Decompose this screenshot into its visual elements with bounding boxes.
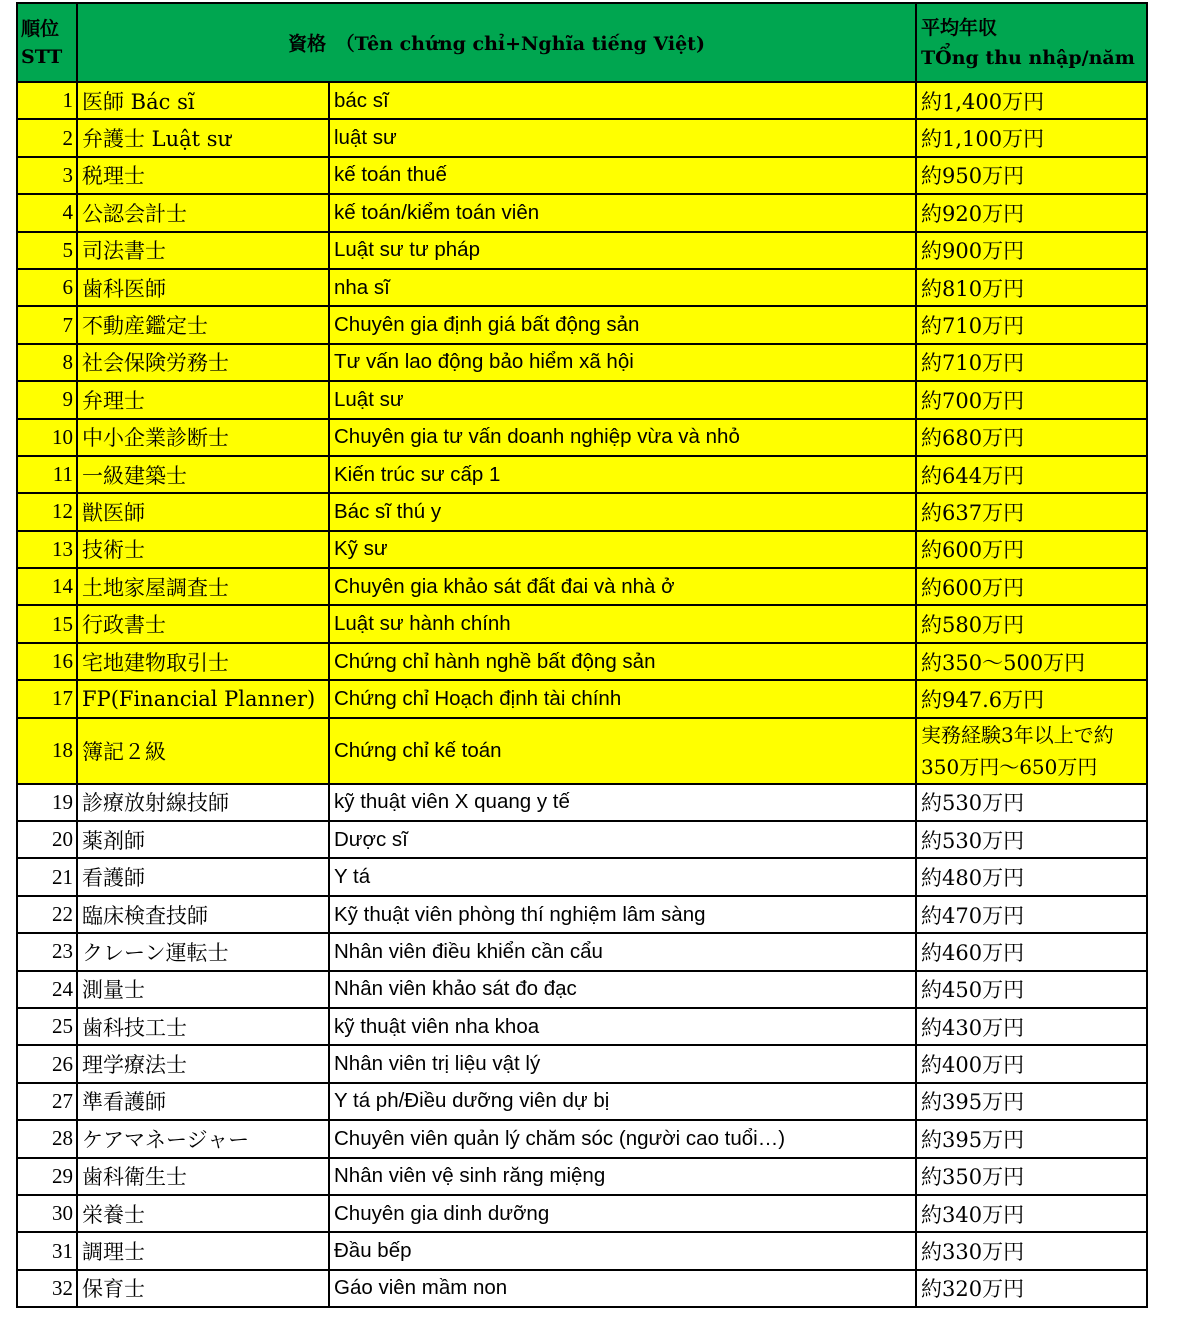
qualification-column-header: 資格 （Tên chứng chỉ+Nghĩa tiếng Việt) — [77, 3, 916, 82]
rank-header-vi: STT — [21, 45, 63, 68]
japanese-name-cell: クレーン運転士 — [77, 933, 329, 970]
japanese-name-cell: 税理士 — [77, 157, 329, 194]
japanese-name-cell: 理学療法士 — [77, 1045, 329, 1082]
income-cell: 約400万円 — [916, 1045, 1147, 1082]
table-row — [17, 194, 1147, 231]
income-cell: 約460万円 — [916, 933, 1147, 970]
table-row — [17, 896, 1147, 933]
japanese-name-cell: 土地家屋調査士 — [77, 568, 329, 605]
japanese-name-cell: 歯科技工士 — [77, 1008, 329, 1045]
rank-cell: 10 — [17, 419, 77, 456]
vietnamese-name-cell: Kỹ thuật viên phòng thí nghiệm lâm sàng — [329, 896, 916, 933]
table-row — [17, 784, 1147, 821]
rank-cell: 16 — [17, 643, 77, 680]
japanese-name-cell: 診療放射線技師 — [77, 784, 329, 821]
japanese-name-cell: 医師 Bác sĩ — [77, 82, 329, 119]
vietnamese-name-cell: Kỹ sư — [329, 531, 916, 568]
table-row — [17, 419, 1147, 456]
vietnamese-name-cell: kỹ thuật viên nha khoa — [329, 1008, 916, 1045]
rank-cell: 22 — [17, 896, 77, 933]
rank-cell: 8 — [17, 344, 77, 381]
vietnamese-name-cell: Y tá ph/Điều dưỡng viên dự bị — [329, 1083, 916, 1120]
vietnamese-name-cell: Nhân viên khảo sát đo đạc — [329, 971, 916, 1008]
table-row — [17, 680, 1147, 717]
japanese-name-cell: 薬剤師 — [77, 821, 329, 858]
table-row — [17, 858, 1147, 895]
table-row — [17, 1195, 1147, 1232]
income-cell: 約1,400万円 — [916, 82, 1147, 119]
income-cell: 約600万円 — [916, 568, 1147, 605]
japanese-name-cell: 宅地建物取引士 — [77, 643, 329, 680]
japanese-name-cell: 歯科衛生士 — [77, 1158, 329, 1195]
rank-cell: 27 — [17, 1083, 77, 1120]
rank-column-header — [17, 3, 77, 82]
table-row — [17, 643, 1147, 680]
rank-cell: 18 — [17, 718, 77, 784]
table-row — [17, 119, 1147, 156]
table-row — [17, 82, 1147, 119]
vietnamese-name-cell: Chuyên viên quản lý chăm sóc (người cao tuổi…) — [329, 1120, 916, 1157]
table-row — [17, 456, 1147, 493]
income-cell: 約637万円 — [916, 493, 1147, 530]
japanese-name-cell: 社会保険労務士 — [77, 344, 329, 381]
table-row — [17, 531, 1147, 568]
japanese-name-cell: 中小企業診断士 — [77, 419, 329, 456]
japanese-name-cell: 臨床検査技師 — [77, 896, 329, 933]
qualification-income-table — [16, 2, 1148, 1308]
vietnamese-name-cell: Bác sĩ thú y — [329, 493, 916, 530]
japanese-name-cell: 準看護師 — [77, 1083, 329, 1120]
rank-cell: 17 — [17, 680, 77, 717]
table-row — [17, 933, 1147, 970]
japanese-name-cell: 弁理士 — [77, 381, 329, 418]
table-row — [17, 605, 1147, 642]
income-cell: 約810万円 — [916, 269, 1147, 306]
japanese-name-cell: 不動産鑑定士 — [77, 306, 329, 343]
income-cell: 約1,100万円 — [916, 119, 1147, 156]
income-cell: 約700万円 — [916, 381, 1147, 418]
japanese-name-cell: 看護師 — [77, 858, 329, 895]
rank-cell: 5 — [17, 232, 77, 269]
rank-cell: 4 — [17, 194, 77, 231]
rank-cell: 25 — [17, 1008, 77, 1045]
income-cell: 約330万円 — [916, 1232, 1147, 1269]
income-cell: 約950万円 — [916, 157, 1147, 194]
vietnamese-name-cell: Luật sư tư pháp — [329, 232, 916, 269]
japanese-name-cell: 行政書士 — [77, 605, 329, 642]
rank-cell: 26 — [17, 1045, 77, 1082]
income-cell: 約395万円 — [916, 1120, 1147, 1157]
rank-cell: 20 — [17, 821, 77, 858]
rank-cell: 19 — [17, 784, 77, 821]
table-row — [17, 493, 1147, 530]
japanese-name-cell: 司法書士 — [77, 232, 329, 269]
table-row — [17, 971, 1147, 1008]
japanese-name-cell: ケアマネージャー — [77, 1120, 329, 1157]
vietnamese-name-cell: bác sĩ — [329, 82, 916, 119]
income-cell: 約340万円 — [916, 1195, 1147, 1232]
vietnamese-name-cell: Dược sĩ — [329, 821, 916, 858]
vietnamese-name-cell: luật sư — [329, 119, 916, 156]
rank-cell: 3 — [17, 157, 77, 194]
vietnamese-name-cell: kế toán/kiểm toán viên — [329, 194, 916, 231]
vietnamese-name-cell: Nhân viên vệ sinh răng miệng — [329, 1158, 916, 1195]
table-row — [17, 1232, 1147, 1269]
income-cell: 約530万円 — [916, 821, 1147, 858]
income-header-ja: 平均年収 — [921, 16, 998, 39]
table-row — [17, 232, 1147, 269]
rank-cell: 15 — [17, 605, 77, 642]
income-cell: 約480万円 — [916, 858, 1147, 895]
vietnamese-name-cell: kế toán thuế — [329, 157, 916, 194]
rank-cell: 9 — [17, 381, 77, 418]
table-row — [17, 381, 1147, 418]
vietnamese-name-cell: Đầu bếp — [329, 1232, 916, 1269]
table-row — [17, 821, 1147, 858]
table-row — [17, 568, 1147, 605]
income-cell: 約580万円 — [916, 605, 1147, 642]
rank-cell: 30 — [17, 1195, 77, 1232]
vietnamese-name-cell: Chuyên gia định giá bất động sản — [329, 306, 916, 343]
table-row — [17, 1083, 1147, 1120]
income-cell: 約644万円 — [916, 456, 1147, 493]
vietnamese-name-cell: Kiến trúc sư cấp 1 — [329, 456, 916, 493]
vietnamese-name-cell: Tư vấn lao động bảo hiểm xã hội — [329, 344, 916, 381]
table-row — [17, 157, 1147, 194]
rank-cell: 31 — [17, 1232, 77, 1269]
rank-cell: 29 — [17, 1158, 77, 1195]
japanese-name-cell: FP(Financial Planner) — [77, 680, 329, 717]
vietnamese-name-cell: kỹ thuật viên X quang y tế — [329, 784, 916, 821]
japanese-name-cell: 獣医師 — [77, 493, 329, 530]
japanese-name-cell: 測量士 — [77, 971, 329, 1008]
vietnamese-name-cell: Chứng chỉ kế toán — [329, 718, 916, 784]
rank-cell: 13 — [17, 531, 77, 568]
table-row — [17, 306, 1147, 343]
rank-cell: 7 — [17, 306, 77, 343]
header-row — [17, 3, 1147, 82]
rank-cell: 12 — [17, 493, 77, 530]
japanese-name-cell: 弁護士 Luật sư — [77, 119, 329, 156]
rank-cell: 2 — [17, 119, 77, 156]
rank-cell: 23 — [17, 933, 77, 970]
vietnamese-name-cell: Nhân viên điều khiển cần cẩu — [329, 933, 916, 970]
vietnamese-name-cell: Chuyên gia dinh dưỡng — [329, 1195, 916, 1232]
vietnamese-name-cell: Chứng chỉ Hoạch định tài chính — [329, 680, 916, 717]
japanese-name-cell: 公認会計士 — [77, 194, 329, 231]
rank-cell: 1 — [17, 82, 77, 119]
income-cell: 約680万円 — [916, 419, 1147, 456]
vietnamese-name-cell: Y tá — [329, 858, 916, 895]
table-row — [17, 1158, 1147, 1195]
rank-cell: 24 — [17, 971, 77, 1008]
income-column-header — [916, 3, 1147, 82]
table-row — [17, 1008, 1147, 1045]
income-cell: 約920万円 — [916, 194, 1147, 231]
rank-cell: 28 — [17, 1120, 77, 1157]
vietnamese-name-cell: Chuyên gia tư vấn doanh nghiệp vừa và nhỏ — [329, 419, 916, 456]
japanese-name-cell: 簿記２級 — [77, 718, 329, 784]
income-cell: 約710万円 — [916, 306, 1147, 343]
income-header-vi: TỔng thu nhập/năm — [921, 46, 1135, 69]
japanese-name-cell: 技術士 — [77, 531, 329, 568]
income-cell: 約530万円 — [916, 784, 1147, 821]
income-cell: 約395万円 — [916, 1083, 1147, 1120]
vietnamese-name-cell: Gáo viên mầm non — [329, 1270, 916, 1307]
income-cell: 約320万円 — [916, 1270, 1147, 1307]
rank-header-ja: 順位 — [21, 17, 60, 40]
table-row — [17, 1270, 1147, 1307]
japanese-name-cell: 調理士 — [77, 1232, 329, 1269]
rank-cell: 11 — [17, 456, 77, 493]
income-cell: 約350万円 — [916, 1158, 1147, 1195]
income-cell: 約900万円 — [916, 232, 1147, 269]
vietnamese-name-cell: Chứng chỉ hành nghề bất động sản — [329, 643, 916, 680]
japanese-name-cell: 保育士 — [77, 1270, 329, 1307]
income-cell: 実務経験3年以上で約350万円～650万円 — [916, 718, 1147, 784]
japanese-name-cell: 歯科医師 — [77, 269, 329, 306]
table-row — [17, 1045, 1147, 1082]
japanese-name-cell: 栄養士 — [77, 1195, 329, 1232]
rank-cell: 14 — [17, 568, 77, 605]
vietnamese-name-cell: Chuyên gia khảo sát đất đai và nhà ở — [329, 568, 916, 605]
vietnamese-name-cell: Nhân viên trị liệu vật lý — [329, 1045, 916, 1082]
vietnamese-name-cell: nha sĩ — [329, 269, 916, 306]
table-row — [17, 344, 1147, 381]
table-row — [17, 269, 1147, 306]
japanese-name-cell: 一級建築士 — [77, 456, 329, 493]
income-cell: 約710万円 — [916, 344, 1147, 381]
vietnamese-name-cell: Luật sư — [329, 381, 916, 418]
income-cell: 約350～500万円 — [916, 643, 1147, 680]
income-cell: 約470万円 — [916, 896, 1147, 933]
rank-cell: 6 — [17, 269, 77, 306]
rank-cell: 32 — [17, 1270, 77, 1307]
income-cell: 約430万円 — [916, 1008, 1147, 1045]
income-cell: 約450万円 — [916, 971, 1147, 1008]
income-cell: 約600万円 — [916, 531, 1147, 568]
rank-cell: 21 — [17, 858, 77, 895]
vietnamese-name-cell: Luật sư hành chính — [329, 605, 916, 642]
table-row — [17, 718, 1147, 784]
income-cell: 約947.6万円 — [916, 680, 1147, 717]
table-row — [17, 1120, 1147, 1157]
